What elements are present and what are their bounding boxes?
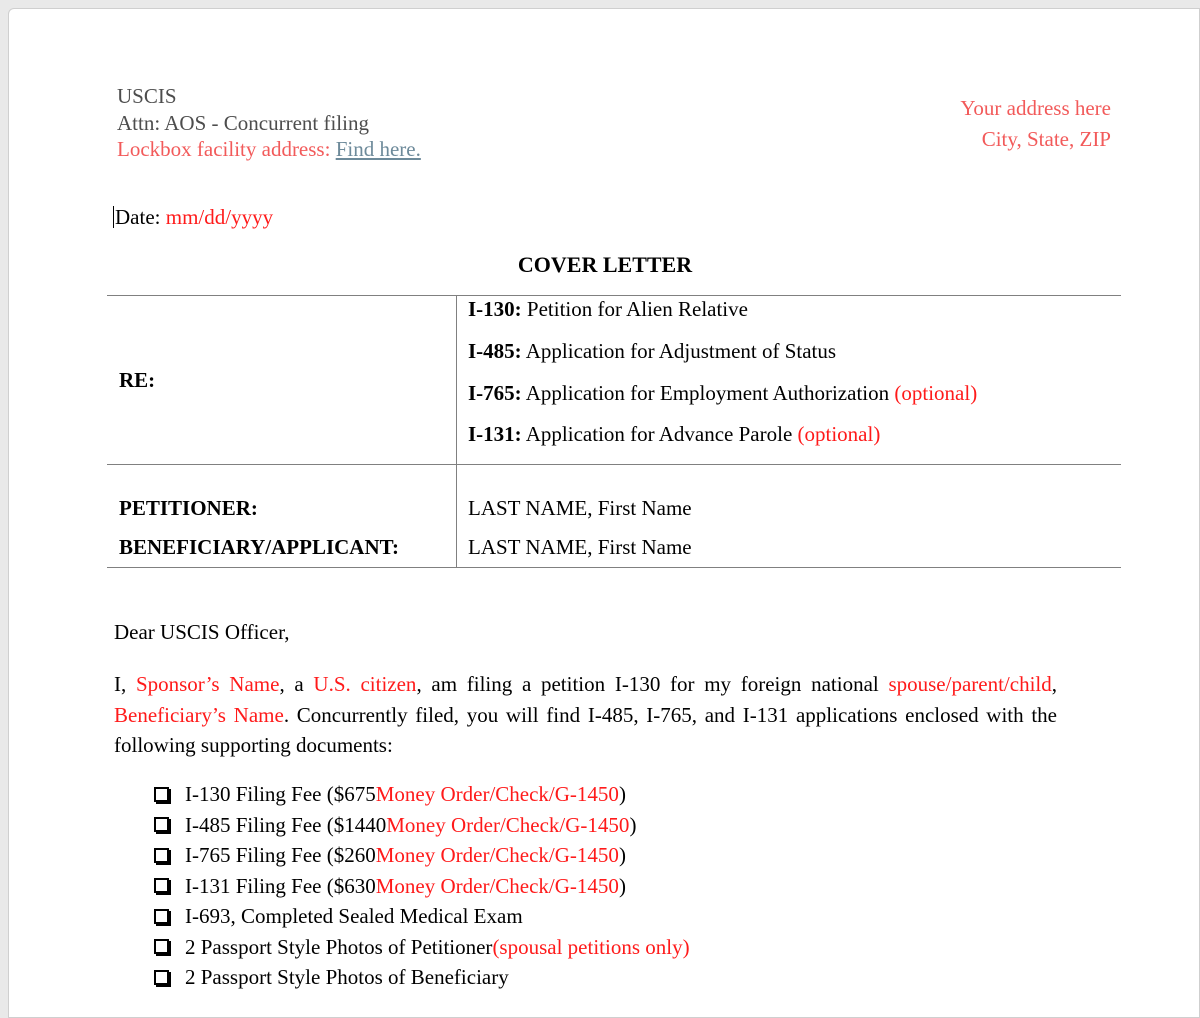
item-tail: ) [618, 843, 626, 867]
form-item-i485 [468, 339, 836, 364]
sponsor-name-placeholder: Sponsor’s Name [135, 672, 280, 696]
paragraph-text: , [1051, 672, 1057, 696]
petitioner-value: LAST NAME, First Name [468, 496, 692, 520]
item-text: I-693, Completed Sealed Medical Exam [185, 904, 523, 928]
body-paragraph [114, 669, 1057, 761]
checkbox-icon[interactable] [154, 817, 169, 832]
item-text: 2 Passport Style Photos of Beneficiary [185, 965, 509, 989]
list-item [152, 779, 690, 810]
list-item [152, 901, 690, 932]
re-label: RE: [119, 368, 156, 392]
list-item [152, 871, 690, 902]
list-item [152, 962, 690, 993]
form-code: I-485: [468, 339, 522, 363]
form-note: (optional) [894, 381, 978, 405]
document-checklist [152, 779, 690, 993]
form-code: I-131: [468, 422, 522, 446]
item-text: I-131 Filing Fee ($630 [185, 873, 376, 898]
item-text: I-130 Filing Fee ($675 [185, 782, 376, 806]
item-placeholder: Money Order/Check/G-1450 [375, 843, 619, 867]
lockbox-line [117, 136, 421, 163]
form-item-i131 [468, 422, 880, 447]
item-tail: ) [618, 873, 626, 898]
recipient-line2: Attn: AOS - Concurrent filing [117, 110, 369, 135]
beneficiary-value: LAST NAME, First Name [468, 535, 692, 559]
item-placeholder: (spousal petitions only) [492, 934, 690, 959]
lockbox-link[interactable]: Find here. [335, 137, 421, 161]
date-value: mm/dd/yyyy [165, 205, 274, 229]
form-code: I-765: [468, 381, 522, 405]
date-label: Date: [115, 205, 166, 229]
table-middle-border [107, 464, 1121, 465]
checkbox-icon[interactable] [154, 970, 169, 985]
document-page [8, 8, 1200, 1018]
form-item-i765 [468, 381, 977, 406]
text-cursor [113, 206, 114, 228]
paragraph-text: , a [279, 672, 314, 696]
salutation: Dear USCIS Officer, [114, 620, 290, 644]
sender-line1: Your address here [960, 96, 1111, 120]
recipient-address [117, 83, 421, 163]
checkbox-icon[interactable] [154, 848, 169, 863]
item-placeholder: Money Order/Check/G-1450 [386, 812, 630, 837]
lockbox-label: Lockbox facility address: [117, 137, 336, 161]
relation-placeholder: spouse/parent/child [888, 672, 1052, 696]
table-top-border [107, 295, 1121, 296]
table-bottom-border [107, 567, 1121, 568]
item-tail: ) [618, 782, 626, 806]
item-placeholder: Money Order/Check/G-1450 [375, 782, 619, 806]
sender-address [960, 93, 1111, 155]
item-text: 2 Passport Style Photos of Petitioner [185, 934, 493, 959]
checkbox-icon[interactable] [154, 878, 169, 893]
form-desc: Petition for Alien Relative [521, 297, 748, 321]
checkbox-icon[interactable] [154, 939, 169, 954]
beneficiary-name-placeholder: Beneficiary’s Name [114, 702, 284, 727]
checkbox-icon[interactable] [154, 909, 169, 924]
table-column-divider [456, 296, 457, 568]
item-placeholder: Money Order/Check/G-1450 [375, 873, 619, 898]
item-text: I-765 Filing Fee ($260 [185, 843, 376, 867]
item-text: I-485 Filing Fee ($1440 [185, 812, 387, 837]
form-code: I-130: [468, 297, 522, 321]
item-tail: ) [629, 812, 637, 837]
paragraph-text: , am filing a petition I-130 for my foreign national [416, 672, 889, 696]
form-note: (optional) [797, 422, 881, 446]
paragraph-text: . Concurrently filed, you will find I-485, I-765, and I-131 applications enclosed with the following supporting documents: [114, 702, 1058, 757]
recipient-line1: USCIS [117, 84, 177, 108]
form-desc: Application for Adjustment of Status [521, 339, 837, 363]
beneficiary-label: BENEFICIARY/APPLICANT: [119, 535, 400, 559]
form-desc: Application for Advance Parole [521, 422, 798, 446]
date-line[interactable] [113, 205, 273, 230]
list-item [152, 932, 690, 963]
citizen-placeholder: U.S. citizen [313, 672, 417, 696]
sender-line2: City, State, ZIP [981, 127, 1111, 151]
list-item [152, 840, 690, 871]
paragraph-text: I, [114, 672, 136, 696]
list-item [152, 810, 690, 841]
form-item-i130 [468, 297, 748, 322]
form-desc: Application for Employment Authorization [521, 381, 895, 405]
checkbox-icon[interactable] [154, 787, 169, 802]
petitioner-label: PETITIONER: [119, 496, 258, 520]
page-title: COVER LETTER [517, 252, 693, 277]
